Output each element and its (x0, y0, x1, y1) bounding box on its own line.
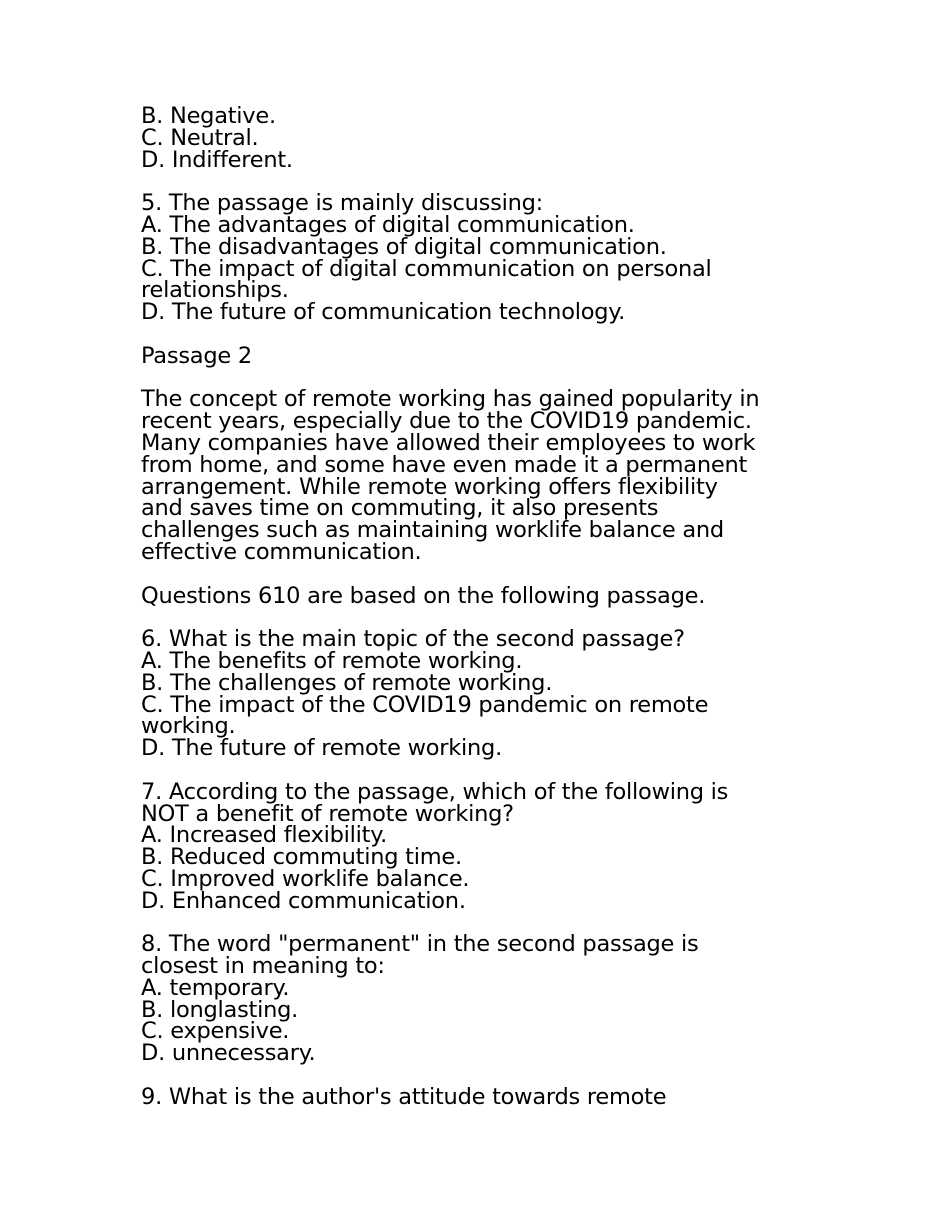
question-8-stem: 8. The word "permanent" in the second passage is (141, 931, 699, 958)
question-5 (141, 190, 831, 326)
question-5-option-c-cont: relationships. (141, 277, 289, 304)
passage-2-heading-block (141, 342, 831, 369)
question-7-option-c: C. Improved worklife balance. (141, 865, 470, 892)
question-5-stem: 5. The passage is mainly discussing: (141, 190, 543, 217)
passage-line: arrangement. While remote working offers flexibility (141, 473, 718, 500)
document-page (141, 103, 831, 1130)
passage-line: effective communication. (141, 538, 422, 565)
question-8-option-d: D. unnecessary. (141, 1040, 316, 1067)
question-5-option-a: A. The advantages of digital communication. (141, 211, 635, 238)
passage-line: Many companies have allowed their employees to work (141, 429, 756, 456)
passage-2-heading: Passage 2 (141, 342, 252, 369)
passage-line: challenges such as maintaining worklife balance and (141, 517, 724, 544)
question-6-option-a: A. The benefits of remote working. (141, 647, 523, 674)
option-c: C. Neutral. (141, 124, 259, 151)
question-6 (141, 626, 831, 762)
passage-2-text (141, 386, 831, 565)
question-6-stem: 6. What is the main topic of the second passage? (141, 626, 685, 653)
question-4-options (141, 103, 831, 173)
passage-line: and saves time on commuting, it also presents (141, 495, 659, 522)
questions-instruction: Questions 610 are based on the following passage. (141, 582, 706, 609)
question-7-option-d: D. Enhanced communication. (141, 887, 466, 914)
question-7 (141, 778, 831, 914)
question-9-stem: 9. What is the author's attitude towards remote (141, 1083, 667, 1110)
question-5-option-c: C. The impact of digital communication on personal (141, 255, 712, 282)
passage-line: The concept of remote working has gained popularity in (141, 386, 760, 413)
question-8-option-c: C. expensive. (141, 1018, 290, 1045)
question-6-option-d: D. The future of remote working. (141, 735, 502, 762)
question-6-option-b: B. The challenges of remote working. (141, 669, 553, 696)
question-5-option-d: D. The future of communication technology. (141, 299, 626, 326)
instruction-block (141, 582, 831, 609)
question-5-option-b: B. The disadvantages of digital communication. (141, 233, 667, 260)
question-7-stem-cont: NOT a benefit of remote working? (141, 800, 514, 827)
option-d: D. Indifferent. (141, 146, 293, 173)
question-8-option-a: A. temporary. (141, 974, 290, 1001)
question-8-stem-cont: closest in meaning to: (141, 953, 385, 980)
question-6-option-c: C. The impact of the COVID19 pandemic on remote (141, 691, 709, 718)
passage-line: from home, and some have even made it a permanent (141, 451, 748, 478)
question-9 (141, 1083, 831, 1110)
question-7-option-a: A. Increased flexibility. (141, 822, 388, 849)
question-7-stem: 7. According to the passage, which of the following is (141, 778, 729, 805)
question-8 (141, 931, 831, 1067)
question-7-option-b: B. Reduced commuting time. (141, 844, 462, 871)
question-8-option-b: B. longlasting. (141, 996, 299, 1023)
passage-line: recent years, especially due to the COVID19 pandemic. (141, 408, 752, 435)
question-6-option-c-cont: working. (141, 713, 236, 740)
option-b: B. Negative. (141, 103, 276, 129)
